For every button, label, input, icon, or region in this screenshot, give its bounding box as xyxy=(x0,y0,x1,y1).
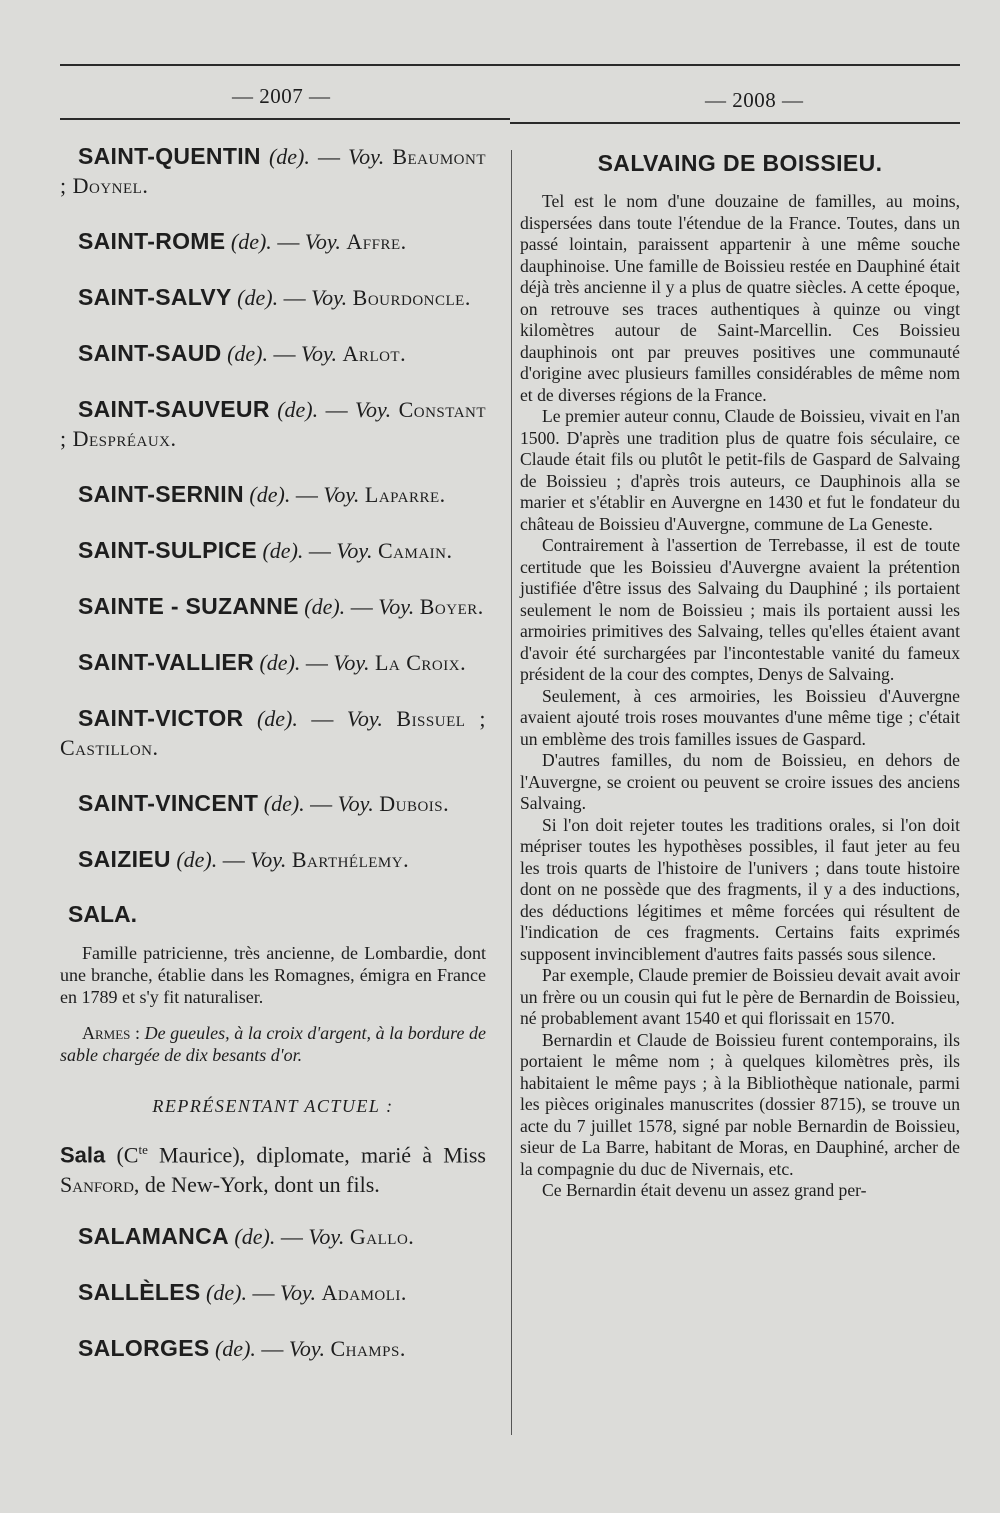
entry-de: (de). xyxy=(277,397,319,422)
entry-dash: — xyxy=(311,706,334,731)
arms-text: De gueules, à la croix d'argent, à la bordure de sable chargée de dix besants d'or. xyxy=(60,1023,487,1065)
cross-reference-entry xyxy=(60,845,486,874)
page-number-left: — 2007 — xyxy=(232,84,331,108)
cross-reference-list-2 xyxy=(60,1222,486,1363)
entry-dash: — xyxy=(325,397,348,422)
entry-name: SAINT-SERNIN xyxy=(78,481,244,507)
entry-name: SAINT-SAUD xyxy=(78,340,222,366)
entry-refs: Constant ; Despréaux. xyxy=(60,397,487,451)
entry-refs: La Croix. xyxy=(374,650,467,675)
cross-reference-entry xyxy=(60,1222,486,1251)
entry-de: (de). xyxy=(214,1336,256,1362)
cross-reference-entry xyxy=(60,283,486,312)
article-paragraph: Ce Bernardin était devenu un assez grand per- xyxy=(542,1180,867,1200)
sala-representative xyxy=(60,1135,486,1200)
cross-reference-entry xyxy=(60,704,486,762)
cross-reference-entry xyxy=(60,1278,486,1307)
page-number-right: — 2008 — xyxy=(705,88,804,112)
sala-heading: SALA. xyxy=(68,901,137,927)
entry-refs: Arlot. xyxy=(342,341,407,366)
entry-de: (de). xyxy=(263,791,305,816)
right-column xyxy=(520,150,960,1202)
entry-refs: Boyer. xyxy=(419,594,484,619)
entry-refs: Gallo. xyxy=(349,1224,415,1250)
entry-de: (de). xyxy=(206,1280,247,1306)
entry-de: (de). xyxy=(230,229,272,254)
entry-de: (de). xyxy=(227,341,268,366)
entry-refs: Camain. xyxy=(377,538,453,563)
entry-voy: Voy. xyxy=(378,594,415,619)
cross-reference-entry xyxy=(60,536,486,565)
entry-voy: Voy. xyxy=(355,397,392,422)
entry-name: SAIZIEU xyxy=(78,846,171,872)
entry-refs: Affre. xyxy=(346,229,407,254)
arms-label: Armes : xyxy=(82,1023,140,1043)
entry-voy: Voy. xyxy=(311,285,348,310)
cross-reference-entry xyxy=(60,339,486,368)
entry-dash: — xyxy=(222,847,245,872)
column-divider xyxy=(511,150,512,1435)
entry-de: (de). xyxy=(268,144,310,169)
entry-voy: Voy. xyxy=(250,847,287,872)
article-paragraph: Si l'on doit rejeter toutes les traditions orales, si l'on doit mépriser toutes les hypothèses possibles, il faut jeter au feu les trois quarts de l'histoire de l'univers ; dans toute histoire dont on ne possède que des fragments, il y a des inductions, des déductions légitimes et même forcées qui résultent de l'indication de ces fragments. Certains faits exprimés supposent invinciblement d'autres faits passés sous silence. xyxy=(520,814,960,964)
entry-voy: Voy. xyxy=(300,341,338,366)
representant-heading: REPRÉSENTANT ACTUEL : xyxy=(152,1096,394,1116)
cross-reference-list xyxy=(60,142,486,874)
entry-name: SAINTE - SUZANNE xyxy=(78,593,299,619)
entry-name: SALORGES xyxy=(78,1335,210,1362)
entry-name: SAINT-SALVY xyxy=(78,284,232,310)
entry-voy: Voy. xyxy=(288,1336,325,1362)
entry-voy: Voy. xyxy=(308,1224,345,1250)
person-rest-b: , de New-York, dont un fils. xyxy=(133,1172,380,1198)
article-paragraph: Bernardin et Claude de Boissieu furent contemporains, ils portaient le même nom ; à quelques kilomètres près, ils habitaient le même pays ; à la Bibliothèque nationale, parmi les pièces originales manuscrites (dossier 8715), se trouve un acte du 7 juillet 1578, signé par noble Bernardin de Boissieu, sieur de La Barre, habitant de Moras, en Dauphiné, archer de la compagnie du duc de Nivernais, etc. xyxy=(520,1029,960,1179)
cross-reference-entry xyxy=(60,142,486,200)
person-title-open: (C xyxy=(116,1142,139,1168)
entry-name: SAINT-ROME xyxy=(78,228,226,254)
entry-voy: Voy. xyxy=(279,1280,317,1306)
entry-de: (de). xyxy=(259,650,301,675)
entry-de: (de). xyxy=(234,1224,276,1250)
entry-name: SAINT-VALLIER xyxy=(78,649,254,675)
person-title-sup: te xyxy=(138,1142,148,1157)
entry-name: SAINT-SAUVEUR xyxy=(78,396,270,422)
cross-reference-entry xyxy=(60,1334,486,1363)
entry-dash: — xyxy=(310,791,333,816)
top-rule xyxy=(60,64,960,66)
entry-dash: — xyxy=(318,144,340,169)
entry-refs: Bourdoncle. xyxy=(352,285,471,310)
entry-dash: — xyxy=(308,538,331,563)
cross-reference-entry xyxy=(60,592,486,621)
entry-dash: — xyxy=(295,482,318,507)
entry-refs: Adamoli. xyxy=(321,1280,407,1306)
entry-voy: Voy. xyxy=(346,706,383,731)
cross-reference-entry xyxy=(60,480,486,509)
cross-reference-entry xyxy=(60,789,486,818)
entry-voy: Voy. xyxy=(337,791,374,816)
entry-name: SALLÈLES xyxy=(78,1279,201,1306)
article-paragraph: Contrairement à l'assertion de Terrebasse, il est de toute certitude que les Boissieu d'Auvergne avaient la prétention justifiée d'être issus des Salvaing du Dauphiné ; ils portaient seulement le nom de Boissieu ; mais ils portaient aussi les armoiries primitives des Salvaing, telles qu'elles étaient avant d'avoir été surchargées par l'incontestable vanité du fameux président de la cour des comptes, Denys de Salvaing. xyxy=(520,535,960,684)
entry-name: SAINT-SULPICE xyxy=(78,537,257,563)
entry-dash: — xyxy=(252,1280,275,1306)
entry-de: (de). xyxy=(262,538,304,563)
cross-reference-entry xyxy=(60,395,486,453)
entry-dash: — xyxy=(350,594,373,619)
cross-reference-entry xyxy=(60,648,486,677)
sala-arms xyxy=(60,1022,486,1066)
entry-refs: Beaumont ; Doynel. xyxy=(60,144,487,198)
person-spouse: Sanford xyxy=(60,1172,134,1198)
article-paragraph: Le premier auteur connu, Claude de Boissieu, vivait en l'an 1500. D'après une tradition plus de quatre fois séculaire, ce Claude était fils ou plutôt le petit-fils de Gaspard de Salvaing de Boissieu ; d'après trois auteurs, ce Dauphinois alla se marier et s'établir en Auvergne en 1430 et fut le fondateur du château de Boissieu d'Auvergne, commune de La Geneste. xyxy=(520,406,960,534)
person-name: Sala xyxy=(60,1142,106,1168)
person-rest-a: Maurice), diplomate, marié à Miss xyxy=(147,1142,486,1168)
entry-refs: Barthélemy. xyxy=(291,847,410,872)
entry-de: (de). xyxy=(304,594,346,619)
entry-voy: Voy. xyxy=(323,482,360,507)
header-rule-left xyxy=(60,118,510,120)
entry-de: (de). xyxy=(249,482,291,507)
entry-refs: Dubois. xyxy=(379,791,450,816)
entry-refs: Bissuel ; Castillon. xyxy=(60,706,486,760)
entry-de: (de). xyxy=(237,285,279,310)
entry-voy: Voy. xyxy=(304,229,341,254)
cross-reference-entry xyxy=(60,227,486,256)
sala-description: Famille patricienne, très ancienne, de Lombardie, dont une branche, établie dans les Romagnes, émigra en France en 1789 et s'y fit naturaliser. xyxy=(60,943,486,1007)
article-paragraph: Tel est le nom d'une douzaine de familles, au moins, dispersées dans toute l'étendue de la France. Toutes, dans un passé lointain, paraissent appartenir à une même souche dauphinoise. Une famille de Boissieu restée en Dauphiné était déjà très ancienne il y a plus de quatre siècles. A cette époque, on retrouve ses traces authentiques à quinze ou vingt kilomètres autour de Saint-Marcellin. Ces Boissieu dauphinois ont par preuves positives une communauté d'origine avec plusieurs familles considérables de même nom et de diverses régions de la France. xyxy=(520,191,960,405)
entry-name: SAINT-QUENTIN xyxy=(78,143,261,169)
entry-name: SAINT-VICTOR xyxy=(78,705,244,731)
left-column xyxy=(60,142,486,1390)
article-paragraph: D'autres familles, du nom de Boissieu, en dehors de l'Auvergne, se croient ou peuvent se croire issues des anciens Salvaing. xyxy=(520,750,960,813)
entry-dash: — xyxy=(283,285,306,310)
entry-dash: — xyxy=(305,650,328,675)
entry-name: SALAMANCA xyxy=(78,1223,229,1250)
entry-voy: Voy. xyxy=(333,650,370,675)
header-rule-right xyxy=(510,122,960,124)
article-title: SALVAING DE BOISSIEU. xyxy=(597,150,883,176)
entry-refs: Laparre. xyxy=(364,482,446,507)
entry-de: (de). xyxy=(256,706,298,731)
entry-voy: Voy. xyxy=(348,144,385,169)
article-paragraph: Par exemple, Claude premier de Boissieu devait avait avoir un frère ou un cousin qui fut le père de Bernardin de Boissieu, né probablement avant 1540 et qui florissait en 1570. xyxy=(520,965,960,1028)
entry-dash: — xyxy=(273,341,296,366)
entry-dash: — xyxy=(280,1224,303,1250)
article-body xyxy=(520,191,960,1202)
entry-de: (de). xyxy=(176,847,218,872)
entry-dash: — xyxy=(277,229,300,254)
entry-dash: — xyxy=(261,1336,284,1362)
entry-name: SAINT-VINCENT xyxy=(78,790,259,816)
article-paragraph: Seulement, à ces armoiries, les Boissieu d'Auvergne avaient ajouté trois roses mouvantes d'une même tige ; c'était un emblème des trois familles issues de Gaspard. xyxy=(520,685,960,749)
entry-refs: Champs. xyxy=(330,1336,406,1362)
entry-voy: Voy. xyxy=(336,538,373,563)
